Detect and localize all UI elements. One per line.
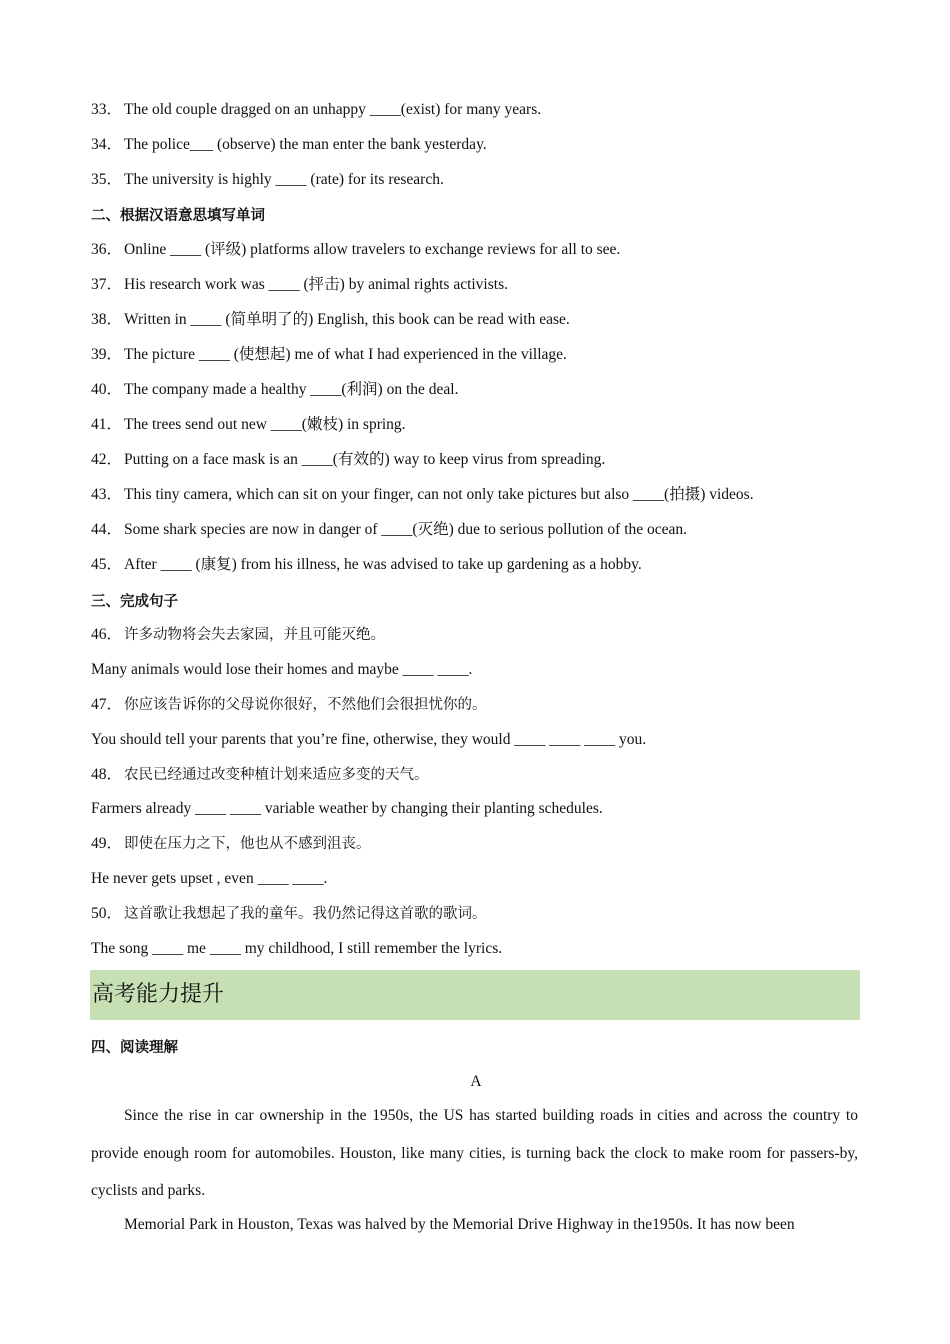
question-33: 33． The old couple dragged on an unhappy ____(exist) for many years. [91,101,542,118]
question-40: 40． The company made a healthy ____(利润) on the deal. [91,381,459,398]
question-35: 35． The university is highly ____ (rate) for its research. [91,171,444,188]
passage-paragraph-2: Memorial Park in Houston, Texas was halved by the Memorial Drive Highway in the1950s. It has now been [124,1216,795,1233]
question-46-chinese: 46． 许多动物将会失去家园，并且可能灭绝。 [91,626,386,643]
question-47-english: You should tell your parents that you’re fine, otherwise, they would ____ ____ ____ you. [91,731,647,748]
question-41: 41． The trees send out new ____(嫩枝) in spring. [91,416,406,433]
question-48-english: Farmers already ____ ____ variable weather by changing their planting schedules. [91,800,603,817]
question-49-chinese: 49． 即使在压力之下，他也从不感到沮丧。 [91,835,371,852]
question-48-chinese: 48． 农民已经通过改变种植计划来适应多变的天气。 [91,766,429,783]
question-47-chinese: 47． 你应该告诉你的父母说你很好，不然他们会很担忧你的。 [91,696,487,713]
passage-paragraph-1: Since the rise in car ownership in the 1950s, the US has started building roads in cities and across the country to provide enough room for automobiles. Houston, like many cities, is turning back the clock to make room for passers-by, cyclists and parks. [91,1107,858,1199]
question-42: 42． Putting on a face mask is an ____(有效的) way to keep virus from spreading. [91,451,606,468]
question-38: 38． Written in ____ (简单明了的) English, this book can be read with ease. [91,311,570,328]
banner-title: 高考能力提升 [92,982,225,1007]
question-39: 39． The picture ____ (使想起) me of what I had experienced in the village. [91,346,567,363]
question-36: 36． Online ____ (评级) platforms allow travelers to exchange reviews for all to see. [91,241,621,258]
question-45: 45． After ____ (康复) from his illness, he was advised to take up gardening as a hobby. [91,556,642,573]
question-46-english: Many animals would lose their homes and maybe ____ ____. [91,661,473,678]
question-43: 43． This tiny camera, which can sit on your finger, can not only take pictures but also ____(拍摄) videos. [91,486,754,503]
question-34: 34． The police___ (observe) the man enter the bank yesterday. [91,136,487,153]
section-heading-4: 四、阅读理解 [91,1040,178,1056]
section-heading-2: 二、根据汉语意思填写单词 [91,208,265,224]
question-37: 37． His research work was ____ (抨击) by animal rights activists. [91,276,508,293]
section-heading-3: 三、完成句子 [91,594,178,610]
question-50-chinese: 50． 这首歌让我想起了我的童年。我仍然记得这首歌的歌词。 [91,905,487,922]
question-44: 44． Some shark species are now in danger of ____(灭绝) due to serious pollution of the ocean. [91,521,688,538]
question-49-english: He never gets upset , even ____ ____. [91,870,328,887]
passage-label: A [470,1073,482,1090]
section-banner [90,970,860,1020]
question-50-english: The song ____ me ____ my childhood, I still remember the lyrics. [91,940,503,957]
